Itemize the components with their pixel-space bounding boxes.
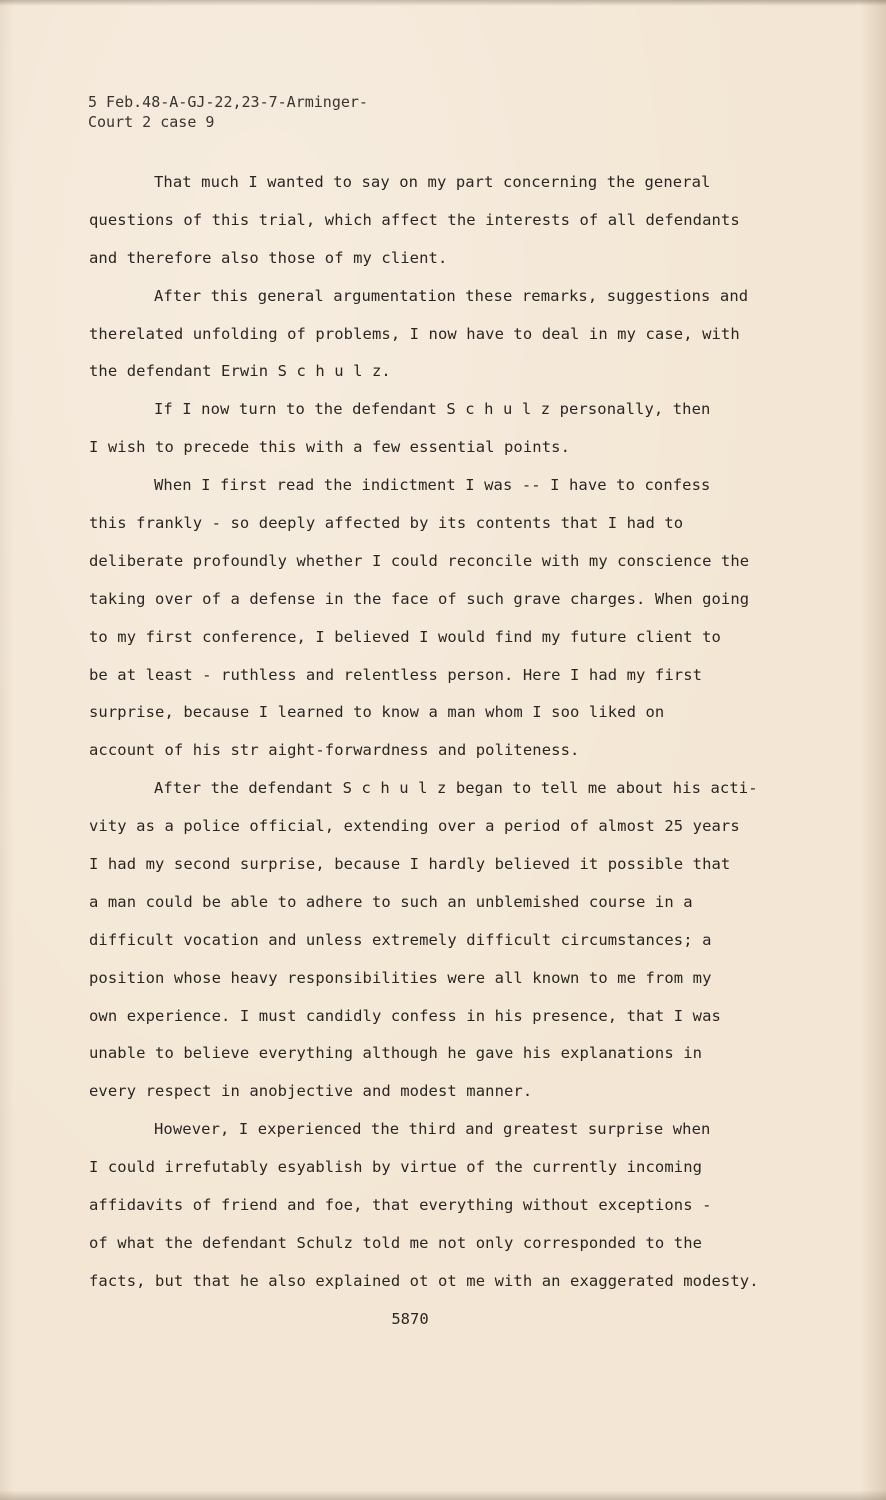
- document-header: [88, 92, 368, 132]
- text-line: of what the defendant Schulz told me not only corresponded to the: [89, 1233, 703, 1252]
- text-line: and therefore also those of my client.: [89, 248, 448, 267]
- text-line: own experience. I must candidly confess in his presence, that I was: [89, 1006, 721, 1025]
- header-reference-line: 5 Feb.48-A-GJ-22,23-7-Arminger-: [88, 93, 368, 111]
- text-line: That much I wanted to say on my part concerning the general: [154, 173, 711, 191]
- document-body: [89, 170, 789, 1307]
- text-line: questions of this trial, which affect the interests of all defendants: [89, 210, 740, 229]
- text-line: account of his str aight-forwardness and politeness.: [89, 741, 580, 760]
- text-line: be at least - ruthless and relentless person. Here I had my first: [89, 665, 703, 684]
- text-line: I could irrefutably esyablish by virtue of the currently incoming: [89, 1158, 703, 1177]
- text-line: affidavits of friend and foe, that everything without exceptions -: [89, 1196, 712, 1215]
- text-line: every respect in anobjective and modest manner.: [89, 1082, 533, 1101]
- text-line: If I now turn to the defendant S c h u l z personally, then: [154, 400, 711, 419]
- text-line: taking over of a defense in the face of such grave charges. When going: [89, 589, 750, 608]
- text-line: vity as a police official, extending over a period of almost 25 years: [89, 817, 740, 836]
- text-line: However, I experienced the third and greatest surprise when: [154, 1120, 711, 1139]
- text-line: unable to believe everything although he gave his explanations in: [89, 1044, 703, 1063]
- text-line: difficult vocation and unless extremely difficult circumstances; a: [89, 930, 712, 949]
- text-line: I had my second surprise, because I hardly believed it possible that: [89, 855, 731, 874]
- text-line: deliberate profoundly whether I could reconcile with my conscience the: [89, 551, 750, 570]
- text-line: After this general argumentation these remarks, suggestions and: [154, 286, 749, 305]
- text-line: a man could be able to adhere to such an unblemished course in a: [89, 892, 693, 911]
- page-number: 5870: [391, 1310, 429, 1328]
- text-line: I wish to precede this with a few essential points.: [89, 438, 571, 457]
- text-line: After the defendant S c h u l z began to tell me about his acti-: [154, 779, 758, 798]
- text-line: position whose heavy responsibilities were all known to me from my: [89, 968, 712, 987]
- text-line: facts, but that he also explained ot ot me with an exaggerated modesty.: [89, 1271, 759, 1290]
- text-line: therelated unfolding of problems, I now have to deal in my case, with: [89, 324, 740, 343]
- text-line: this frankly - so deeply affected by its contents that I had to: [89, 514, 684, 533]
- text-line: the defendant Erwin S c h u l z.: [89, 362, 391, 381]
- header-court-line: Court 2 case 9: [88, 113, 215, 131]
- text-line: surprise, because I learned to know a man whom I soo liked on: [89, 703, 665, 722]
- text-line: to my first conference, I believed I would find my future client to: [89, 627, 721, 646]
- text-line: When I first read the indictment I was -- I have to confess: [154, 476, 711, 495]
